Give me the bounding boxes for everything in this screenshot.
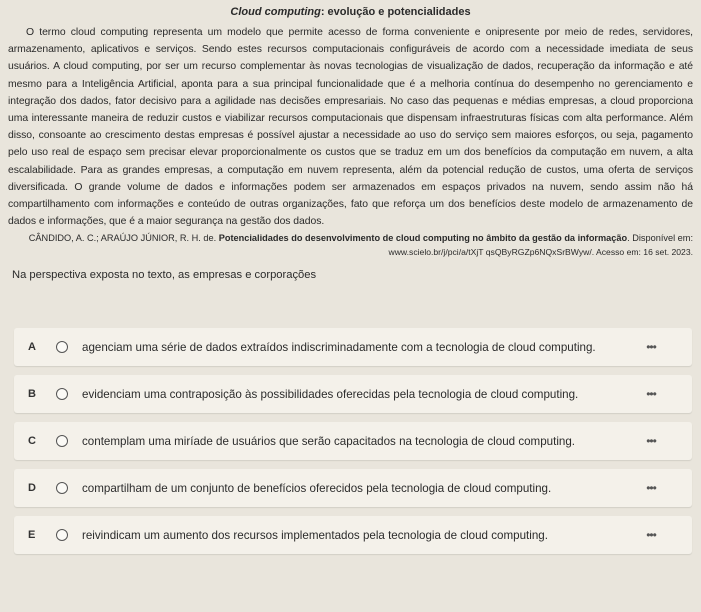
radio-button[interactable] bbox=[56, 435, 68, 447]
option-letter: A bbox=[28, 341, 36, 353]
passage-text: O termo cloud computing representa um modelo que permite acesso de forma conveniente e onipresente por meio de redes, servidores, armazenamento, aplicativos e serviços. Sendo estes recursos computacionais configuráveis de acordo com a necessidade imediata de seus usuários. A cloud computing, por ser um recurso complementar às novas tecnologias de visualização de dados, recuperação da informação e até mesmo para a Inteligência Artificial, aponta para a sua principal funcionalidade que é a melhoria contínua do desempenho no gerenciamento e integração dos dados, fator decisivo para a agilidade nas decisões empresariais. No caso das pequenas e médias empresas, a cloud proporciona uma interessante maneira de reduzir custos e viabilizar recursos computacionais que dispensam infraestruturas físicas com alta performance. Além disso, consoante ao crescimento destas empresas é possível ajustar a necessidade ao uso do serviço sem maiores esforços, ou seja, pagamento pelo uso real de espaço sem precisar elevar proporcionalmente os custos que se traduz em um dos benefícios da computação em nuvem, a alta escalabilidade. Para as grandes empresas, a computação em nuvem representa, além da potencial redução de custos, uma oferta de serviços diversificada. O grande volume de dados e informações podem ser armazenados em espaços privados na nuvem, sendo assim não há compartilhamento com informações e conteúdo de outras organizações, fato que reforça um dos benefícios deste modelo de armazenamento de dados e informações, que é a maior segurança na gestão dos dados. bbox=[8, 27, 693, 228]
option-c[interactable] bbox=[14, 422, 692, 460]
text-title-italic: Cloud computing bbox=[230, 6, 321, 18]
radio-button[interactable] bbox=[56, 482, 68, 494]
text-title bbox=[8, 6, 693, 19]
option-b[interactable] bbox=[14, 375, 692, 413]
text-title-rest: : evolução e potencialidades bbox=[320, 6, 471, 18]
reference-authors: CÂNDIDO, A. C.; ARAÚJO JÚNIOR, R. H. de. bbox=[28, 233, 219, 244]
option-e[interactable] bbox=[14, 516, 692, 554]
option-letter: E bbox=[28, 529, 36, 541]
option-a[interactable] bbox=[14, 328, 692, 366]
radio-button[interactable] bbox=[56, 341, 68, 353]
more-options-icon[interactable]: ••• bbox=[646, 340, 656, 354]
more-options-icon[interactable]: ••• bbox=[646, 481, 656, 495]
question-prompt: Na perspectiva exposta no texto, as empresas e corporações bbox=[12, 269, 317, 282]
option-text: compartilham de um conjunto de benefícios oferecidos pela tecnologia de cloud computing. bbox=[82, 481, 552, 495]
radio-button[interactable] bbox=[56, 388, 68, 400]
more-options-icon[interactable]: ••• bbox=[646, 387, 656, 401]
answer-options bbox=[14, 328, 692, 563]
option-text: agenciam uma série de dados extraídos indiscriminadamente com a tecnologia de cloud computing. bbox=[82, 340, 596, 354]
option-letter: C bbox=[28, 435, 36, 447]
more-options-icon[interactable]: ••• bbox=[646, 528, 656, 542]
radio-button[interactable] bbox=[56, 529, 68, 541]
option-text: evidenciam uma contraposição às possibilidades oferecidas pela tecnologia de cloud computing. bbox=[82, 387, 579, 401]
option-letter: D bbox=[28, 482, 36, 494]
option-text: reivindicam um aumento dos recursos implementados pela tecnologia de cloud computing. bbox=[82, 528, 548, 542]
option-text: contemplam uma miríade de usuários que serão capacitados na tecnologia de cloud computing. bbox=[82, 434, 576, 448]
reference-url: www.scielo.br/j/pci/a/tXjT qsQByRGZp6NQxSrBWyw/. Acesso em: 16 set. 2023. bbox=[388, 247, 693, 258]
reference-citation bbox=[8, 231, 693, 246]
option-letter: B bbox=[28, 388, 36, 400]
reference-work: Potencialidades do desenvolvimento de cloud computing no âmbito da gestão da informação bbox=[218, 233, 628, 244]
reference-tail: . Disponível em: bbox=[627, 233, 693, 244]
more-options-icon[interactable]: ••• bbox=[646, 434, 656, 448]
option-d[interactable] bbox=[14, 469, 692, 507]
